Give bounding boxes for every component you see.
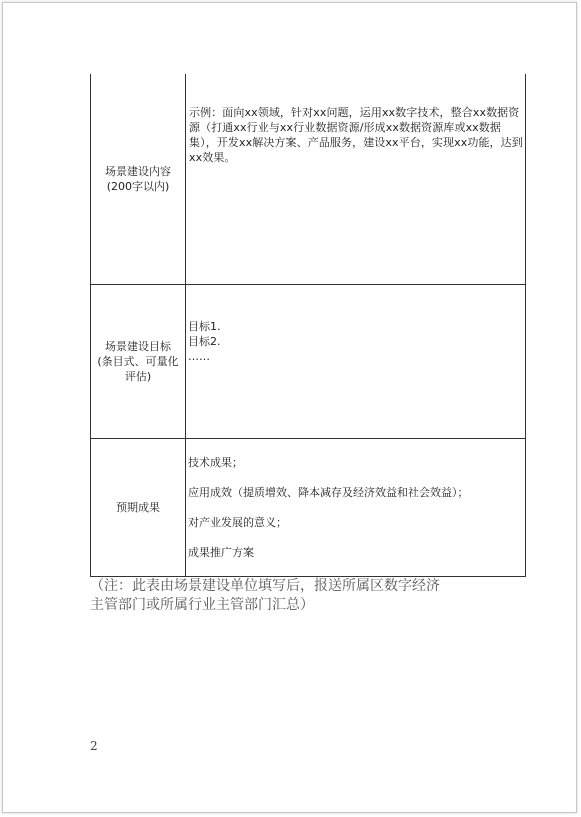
page-number: 2 (90, 739, 98, 753)
table-row-construction-goals (91, 284, 526, 438)
goal-line: 目标2. (188, 334, 221, 348)
application-form-table (90, 74, 526, 577)
result-line: 技术成果； (188, 455, 243, 469)
result-line: 成果推广方案 (188, 545, 254, 559)
label-line: (200字以内) (106, 179, 170, 193)
construction-content-text[interactable]: 示例：面向xx领域，针对xx问题，运用xx数字技术，整合xx数据资源（打通xx行业与xx行业数据资源/形成xx数据资源库或xx数据集），开发xx解决方案、产品服务，建设xx平台，实现xx功能，达到xx效果。 (186, 74, 526, 284)
label-line: 场景建设目标 (105, 339, 171, 353)
goal-line: …… (188, 349, 210, 363)
note-line: （注：此表由场景建设单位填写后，报送所属区数字经济 (90, 578, 440, 594)
construction-goals-text[interactable] (186, 284, 526, 438)
table-row-expected-results (91, 438, 526, 576)
row-label-expected-results (91, 438, 186, 576)
note-line: 主管部门或所属行业主管部门汇总） (90, 597, 314, 613)
label-line: 评估) (124, 369, 152, 383)
result-line: 对产业发展的意义； (188, 515, 287, 529)
label-line: (条目式、可量化 (97, 354, 179, 368)
label-line: 预期成果 (116, 500, 160, 514)
result-line: 应用成效（提质增效、降本减存及经济效益和社会效益）； (188, 485, 469, 499)
expected-results-text[interactable] (186, 438, 526, 576)
form-note (90, 577, 510, 615)
label-line: 场景建设内容 (105, 164, 171, 178)
goal-line: 目标1. (188, 319, 221, 333)
table-row-construction-content (91, 74, 526, 284)
row-label-construction-goals (91, 284, 186, 438)
row-label-construction-content (91, 74, 186, 284)
